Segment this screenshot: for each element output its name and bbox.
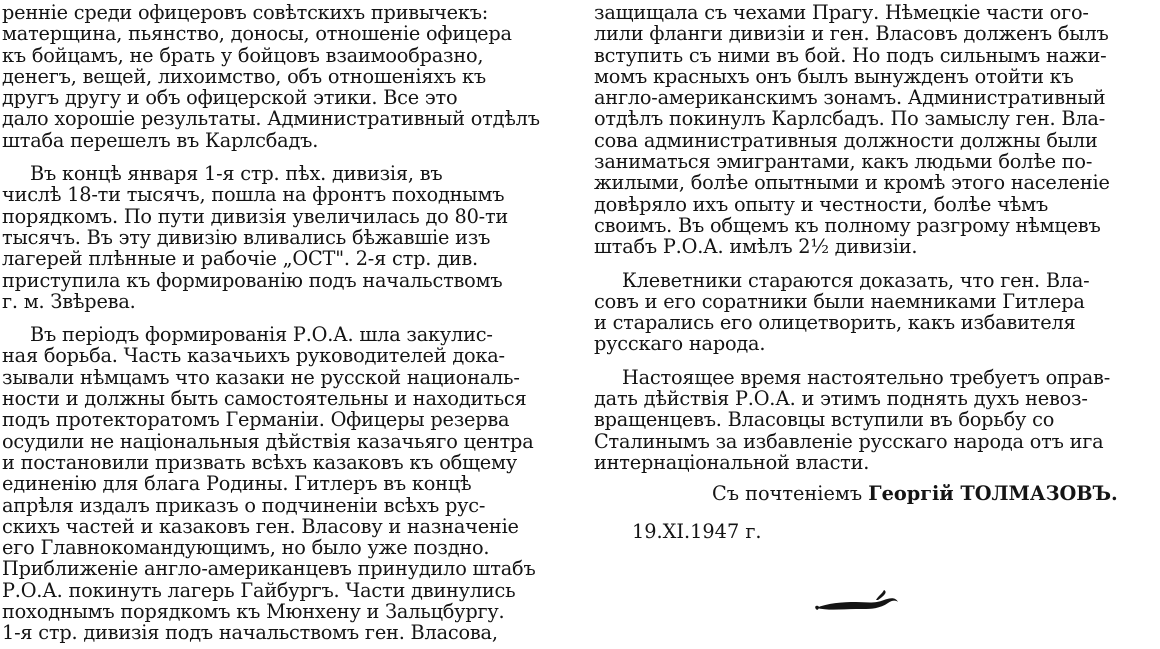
text-line: другъ другу и объ офицерской этики. Все это [2,86,458,110]
text-line: порядкомъ. По пути дивизія увеличилась до 80-ти [2,204,509,228]
text-line: денегъ, вещей, лихоимство, объ отношеніяхъ къ [2,64,486,88]
text-line: зывали нѣмцамъ что казаки не русской националь- [2,365,520,389]
signature-prefix: Съ почтеніемъ [712,482,863,505]
left-paragraph-3 [2,324,578,643]
text-line: ности и должны быть самостоятельны и находиться [2,387,527,411]
letter-date: 19.XI.1947 г. [632,520,762,543]
text-line: тысячъ. Въ эту дивизію вливались бѣжавшіе изъ [2,225,491,249]
text-line: защищала съ чехами Прагу. Нѣмецкіе части ого- [594,1,1089,24]
text-line: 1-я стр. дивизія подъ начальствомъ ген. Власова, [2,621,498,645]
text-line: ренніе среди офицеровъ совѣтскихъ привычекъ: [2,1,489,24]
text-line: своимъ. Въ общемъ къ полному разгрому нѣмцевъ [594,213,1101,237]
text-line: лили фланги дивизіи и ген. Власовъ долженъ былъ [594,22,1109,46]
right-column [594,2,1154,473]
text-line: Въ періодъ формированія Р.О.А. шла закулис- [30,323,493,347]
signature-name: Георгій ТОЛМАЗОВЪ. [868,482,1118,505]
left-paragraph-1 [2,2,578,151]
text-line: вращенцевъ. Власовцы вступили въ борьбу со [594,408,1055,432]
text-line: дало хорошіе результаты. Административный отдѣлъ [2,107,540,131]
text-line: англо-американскимъ зонамъ. Административный [594,86,1106,110]
text-line: Приближеніе англо-американцевъ принудило штабъ [2,557,536,581]
text-line: сова административныя должности должны были [594,128,1098,152]
text-line: Р.О.А. покинуть лагерь Гайбургъ. Части двинулись [2,578,516,602]
text-line: дать дѣйствія Р.О.А. и этимъ поднять духъ невоз- [594,387,1088,411]
text-line: лагерей плѣнные и рабочіе „ОСТ". 2-я стр. див. [2,247,478,271]
text-line: русскаго народа. [594,332,766,356]
text-line: Настоящее время настоятельно требуетъ оправ- [622,365,1111,389]
text-line: довѣряло ихъ опыту и честности, болѣе чѣмъ [594,192,1049,216]
text-line: отдѣлъ покинулъ Карлсбадъ. По замыслу ген. Вла- [594,107,1106,131]
text-line: Клеветники стараются доказать, что ген. Вла- [622,268,1090,292]
text-line: Сталинымъ за избавленіе русскаго народа отъ ига [594,429,1104,453]
text-line: интернаціональной власти. [594,450,870,474]
text-line: приступила къ формированію подъ начальствомъ [2,268,503,292]
text-line: его Главнокомандующимъ, но было уже поздно. [2,536,490,560]
text-line: матерщина, пьянство, доносы, отношеніе офицера [2,22,512,46]
text-line: скихъ частей и казаковъ ген. Власову и назначеніе [2,514,519,538]
text-line: и постановили призвать всѣхъ казаковъ къ общему [2,450,517,474]
text-line: единенію для блага Родины. Гитлеръ въ концѣ [2,472,472,496]
text-line: штаба перешелъ въ Карлсбадъ. [2,128,319,152]
text-line: числѣ 18-ти тысячъ, пошла на фронтъ походнымъ [2,183,505,207]
text-line: ная борьба. Часть казачьихъ руководителей дока- [2,344,505,368]
text-line: г. м. Звѣрева. [2,289,136,313]
left-paragraph-2 [2,163,578,312]
left-column [2,2,578,644]
text-line: момъ красныхъ онъ былъ вынужденъ отойти къ [594,64,1074,88]
text-line: къ бойцамъ, не брать у бойцовъ взаимообразно, [2,43,484,67]
right-paragraph-2 [594,270,1154,355]
text-line: жилыми, болѣе опытными и кромѣ этого населеніе [594,171,1110,195]
text-line: заниматься эмигрантами, какъ людьми болѣе по- [594,150,1093,174]
text-line: походнымъ порядкомъ къ Мюнхену и Зальцбургу. [2,600,505,624]
text-line: подъ протекторатомъ Германіи. Офицеры резерва [2,408,510,432]
right-paragraph-1 [594,2,1154,258]
flourish-ornament-icon [812,588,902,618]
text-line: штабъ Р.О.А. имѣлъ 2½ дивизіи. [594,235,918,259]
text-line: совъ и его соратники были наемниками Гитлера [594,289,1085,313]
signature [712,482,1118,505]
right-paragraph-3 [594,367,1154,473]
text-line: апрѣля издалъ приказъ о подчиненіи всѣхъ рус- [2,493,486,517]
text-line: Въ концѣ января 1-я стр. пѣх. дивизія, въ [30,162,443,186]
text-line: вступить съ ними въ бой. Но подъ сильнымъ нажи- [594,43,1107,67]
text-line: осудили не національныя дѣйствія казачьяго центра [2,429,534,453]
text-line: и старались его олицетворить, какъ избавителя [594,311,1076,335]
